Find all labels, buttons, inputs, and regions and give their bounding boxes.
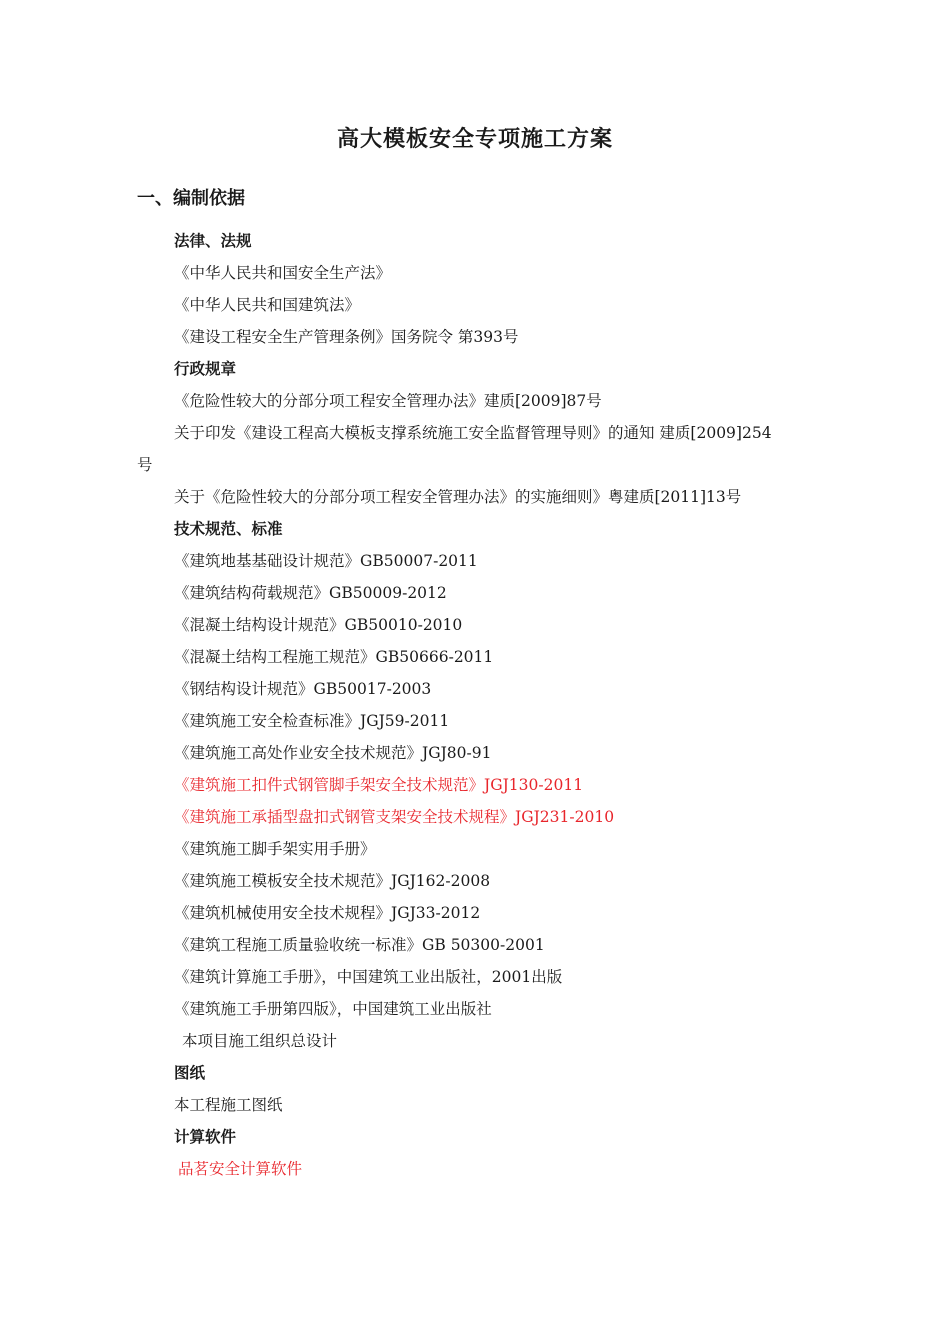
tech-item: 《建筑施工脚手架实用手册》 xyxy=(174,840,376,858)
tech-item: 《钢结构设计规范》GB50017-2003 xyxy=(174,680,432,698)
tech-item: 《建筑施工安全检查标准》JGJ59-2011 xyxy=(174,712,450,730)
tech-item: 《混凝土结构工程施工规范》GB50666-2011 xyxy=(174,648,494,666)
section-heading-basis: 一、编制依据 xyxy=(137,188,245,209)
admin-item: 关于《危险性较大的分部分项工程安全管理办法》的实施细则》粤建质[2011]13号 xyxy=(174,488,742,506)
admin-item: 关于印发《建设工程高大模板支撑系统施工安全监督管理导则》的通知 建质[2009]254 xyxy=(174,424,772,442)
tech-item: 《建筑施工模板安全技术规范》JGJ162-2008 xyxy=(174,872,491,890)
subheading-laws: 法律、法规 xyxy=(174,232,252,250)
tech-item-highlighted: 《建筑施工承插型盘扣式钢管支架安全技术规程》JGJ231-2010 xyxy=(174,808,615,826)
law-item: 《中华人民共和国建筑法》 xyxy=(174,296,361,314)
tech-item: 《建筑地基基础设计规范》GB50007-2011 xyxy=(174,552,478,570)
subheading-admin: 行政规章 xyxy=(174,360,237,378)
document-title: 高大模板安全专项施工方案 xyxy=(336,126,613,152)
law-item: 《建设工程安全生产管理条例》国务院令 第393号 xyxy=(174,328,519,346)
subheading-drawings: 图纸 xyxy=(174,1064,206,1082)
subheading-software: 计算软件 xyxy=(174,1128,237,1146)
tech-item: 《建筑计算施工手册》，中国建筑工业出版社，2001出版 xyxy=(174,968,563,986)
tech-item: 《建筑施工手册第四版》，中国建筑工业出版社 xyxy=(174,1000,492,1018)
law-item: 《中华人民共和国安全生产法》 xyxy=(174,264,392,282)
tech-item: 《建筑施工高处作业安全技术规范》JGJ80-91 xyxy=(174,744,492,762)
tech-item: 《建筑机械使用安全技术规程》JGJ33-2012 xyxy=(174,904,481,922)
software-item-highlighted: 品茗安全计算软件 xyxy=(178,1160,303,1178)
tech-item: 《建筑结构荷载规范》GB50009-2012 xyxy=(174,584,447,602)
tech-item: 本项目施工组织总设计 xyxy=(182,1032,338,1050)
subheading-tech: 技术规范、标准 xyxy=(174,520,283,538)
admin-item-continued: 号 xyxy=(137,456,153,474)
admin-item: 《危险性较大的分部分项工程安全管理办法》建质[2009]87号 xyxy=(174,392,602,410)
tech-item: 《建筑工程施工质量验收统一标准》GB 50300-2001 xyxy=(174,936,545,954)
tech-item: 《混凝土结构设计规范》GB50010-2010 xyxy=(174,616,463,634)
drawings-item: 本工程施工图纸 xyxy=(174,1096,283,1114)
tech-item-highlighted: 《建筑施工扣件式钢管脚手架安全技术规范》JGJ130-2011 xyxy=(174,776,584,794)
